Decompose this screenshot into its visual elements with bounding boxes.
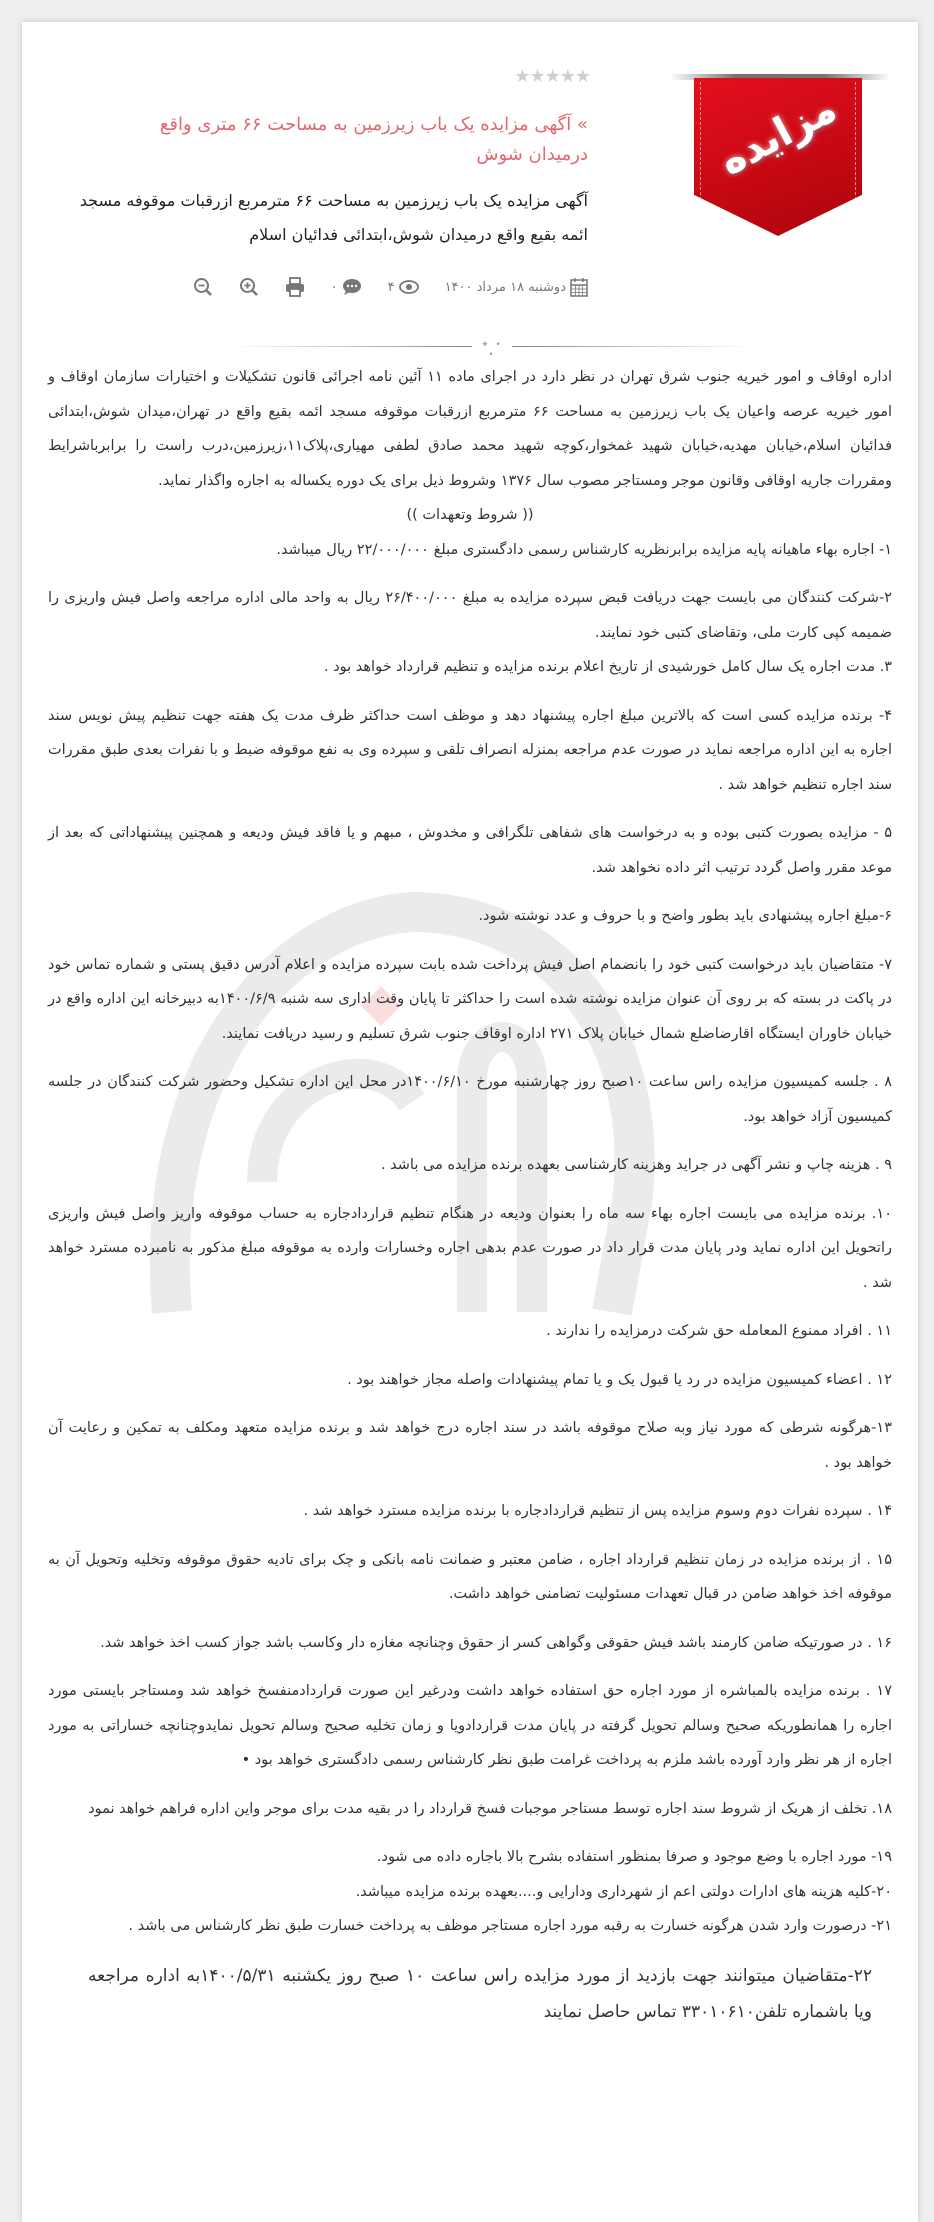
article-body [48, 360, 892, 2044]
meta-date-text: دوشنبه ۱۸ مرداد ۱۴۰۰ [444, 279, 566, 295]
condition-item: ۱۷ . برنده مزایده بالمباشره از مورد اجاره حق استفاده خواهد داشت ودرغیر این صورت قراردادمنفسخ خواهد شد ومستاجر بایستی مورد اجاره را همانطوریکه صحیح وسالم تحویل گرفته در پایان مدت قراردادویا و زمان تخلیه صحیح وسالم تحویل نمایدوچنانچه خساراتی به مورد اجاره از هر نظر وارد آورده باشد ملزم به پرداخت غرامت طبق نظر کارشناس رسمی دادگستری خواهد بود • [48, 1683, 892, 1768]
section-divider [232, 340, 752, 360]
condition-item: ۱۱ . افراد ممنوع المعامله حق شرکت درمزایده را ندارند . [546, 1323, 892, 1339]
badge-label: مزایده [711, 85, 845, 185]
final-visit-notice: ۲۲-متقاضیان میتوانند جهت بازدید از مورد مزایده راس ساعت ۱۰ صبح روز یکشنبه ۱۴۰۰/۵/۳۱به اداره مراجعه ویا باشماره تلفن۳۳۰۱۰۶۱۰ تماس حاصل نمایند [88, 1965, 872, 2022]
zoom-out-icon [193, 277, 213, 297]
condition-item: ۱۸. تخلف از هریک از شروط سند اجاره توسط مستاجر موجبات فسخ قرارداد را در بقیه مدت برای موجر واین اداره فراهم خواهد نمود [88, 1800, 892, 1817]
meta-date [445, 277, 588, 297]
condition-item: ۸ . جلسه کمیسیون مزایده راس ساعت ۱۰صبح روز چهارشنبه مورخ ۱۴۰۰/۶/۱۰در محل این اداره تشکیل وحضور شرکت کنندگان در جلسه کمیسیون آزاد خواهد بود. [48, 1074, 893, 1125]
divider-ornament: • ✦ • [481, 340, 503, 360]
rating-stars[interactable]: ★★★★★ [514, 66, 590, 87]
meta-views [388, 280, 419, 295]
condition-item: ۲۰-کلیه هزینه های ادارات دولتی اعم از شهرداری ودارایی و....بعهده برنده مزایده میباشد. [355, 1883, 892, 1900]
condition-item: ۱۶ . در صورتیکه ضامن کارمند باشد فیش حقوقی وگواهی کسر از حقوق وچنانچه مغازه دار وکاسب باشد جواز کسب اخذ خواهد شد. [100, 1634, 892, 1651]
condition-item: ۱۲ . اعضاء کمیسیون مزایده در رد یا قبول یک و یا تمام پیشنهادات واصله مجاز خواهند بود . [347, 1371, 892, 1388]
views-count: ۴ [387, 279, 395, 295]
condition-item: ۱۵ . از برنده مزایده در زمان تنظیم قرارداد اجاره ، ضامن معتبر و ضمانت نامه بانکی و چک برای تادیه حقوق موقوفه وتخلیه وتحویل آن به موقوفه اخذ خواهد ضامن در قبال تعهدات مسئولیت تضامنی خواهد داشت. [48, 1551, 892, 1602]
divider-line-left [232, 346, 472, 347]
article-card [22, 22, 918, 2222]
condition-item: ۱۹- مورد اجاره با وضع موجود و صرفا بمنظور استفاده بشرح بالا باجاره داده می شود. [376, 1849, 892, 1865]
zoom-in-icon [239, 277, 259, 297]
zoom-out-button[interactable] [193, 277, 213, 297]
condition-item: ۹ . هزینه چاپ و نشر آگهی در جراید وهزینه کارشناسی بعهده برنده مزایده می باشد . [380, 1157, 892, 1173]
eye-icon [399, 280, 419, 294]
calendar-icon [570, 277, 588, 297]
condition-item: ۳. مدت اجاره یک سال کامل خورشیدی از تاریخ اعلام برنده مزایده و تنظیم قرارداد خواهد بود . [323, 659, 892, 675]
article-meta-bar [193, 272, 588, 302]
zoom-in-button[interactable] [239, 277, 259, 297]
condition-item: ۵ - مزایده بصورت کتبی بوده و به درخواست های شفاهی تلگرافی و مخدوش ، مبهم و یا فاقد فیش ودیعه و همچنین پیشنهاداتی که بعد از موعد مقرر واصل گردد ترتیب اثر داده نخواهد شد. [48, 825, 892, 876]
article-title[interactable]: » آگهی مزایده یک باب زیرزمین به مساحت ۶۶ متری واقع درمیدان شوش [159, 114, 588, 165]
condition-item: ۴- برنده مزایده کسی است که بالاترین مبلغ اجاره پیشنهاد دهد و موظف است حداکثر ظرف مدت یک هفته جهت تنظیم پیش نویس سند اجاره به این اداره مراجعه نماید در صورت عدم مراجعه بمنزله انصراف تلقی و سپرده وی به نفع موقوفه ضبط و با نفرات بعدی طبق مقررات سند اجاره تنظیم خواهد شد . [48, 707, 892, 793]
article-lead: آگهی مزایده یک باب زیرزمین به مساحت ۶۶ مترمربع ازرقبات موقوفه مسجد ائمه بقیع واقع درمیدان شوش،ابتدائی فدائیان اسلام [79, 191, 588, 244]
auction-badge-image [670, 74, 870, 254]
meta-comments[interactable] [331, 278, 362, 296]
condition-item: ۱۴ . سپرده نفرات دوم وسوم مزایده پس از تنظیم قراردادجاره با برنده مزایده مسترد خواهد شد . [303, 1503, 892, 1519]
intro-paragraph: اداره اوقاف و امور خیریه جنوب شرق تهران در نظر دارد در اجرای ماده ۱۱ آئین نامه اجرائی قانون تشکیلات و اختیارات سازمان اوقاف و امور خیریه عرصه واعیان یک باب زیرزمین به مساحت ۶۶ مترمربع ازرقبات موقوفه مسجد ائمه بقیع واقع در تهران،میدان شوش،ابتدائی فدائیان اسلام،خیابان مهدیه،خیابان شهید غمخوار،کوچه شهید محمد صادق لطفی مهیاری،پلاک۱۱،زیرزمین،درب راست را برابرباشرایط ومقررات جاریه اوقافی وقانون موجر ومستاجر مصوب سال ۱۳۷۶ وشروط ذیل برای یک دوره یکساله به اجاره واگذار نماید. [48, 369, 893, 489]
condition-item: ۷- متقاضیان باید درخواست کتبی خود را بانضمام اصل فیش پرداخت شده بابت سپرده مزایده و اعلام آدرس دقیق پستی و شماره تماس خود در پاکت در بسته که بر روی آن عنوان مزایده نوشته شده است را حداکثر تا پایان وقت اداری سه شنبه ۱۴۰۰/۶/۹به دبیرخانه این اداره واقع در خیابان خاوران ایستگاه اقارضاضلع شمال خیابان پلاک ۲۷۱ اداره اوقاف جنوب شرق تسلیم و رسید دریافت نمایند. [48, 956, 892, 1042]
comments-count: ۰ [330, 279, 338, 295]
condition-item: ۱- اجاره بهاء ماهیانه پایه مزایده برابرنظریه کارشناس رسمی دادگستری مبلغ ۲۲/۰۰۰/۰۰۰ ریال میباشد. [276, 541, 892, 558]
condition-item: ۲۱- درصورت وارد شدن هرگونه خسارت به رقبه مورد اجاره مستاجر موظف به پرداخت خسارت طبق نظر کارشناس می باشد . [128, 1918, 892, 1934]
conditions-heading: (( شروط وتعهدات )) [406, 507, 534, 523]
print-button[interactable] [285, 277, 305, 297]
condition-item: ۶-مبلغ اجاره پیشنهادی باید بطور واضح و با حروف و عدد نوشته شود. [478, 908, 892, 924]
condition-item: ۱۰. برنده مزایده می بایست اجاره بهاء سه ماه را بعنوان ودیعه در هنگام تنظیم قراردادجاره به حساب موقوفه واریز واصل فیش واریزی راتحویل این اداره نماید ودر پایان مدت قرار داد در صورت عدم بدهی اجاره وخسارات وارده به موقوفه مبلغ مذکور به نامبرده مسترد خواهد شد . [48, 1205, 892, 1291]
comment-icon [342, 278, 362, 296]
condition-item: ۱۳-هرگونه شرطی که مورد نیاز وبه صلاح موقوفه باشد در سند اجاره درج خواهد شد و برنده مزایده متعهد ومکلف به تمکین و رعایت آن خواهد بود . [48, 1420, 892, 1471]
print-icon [285, 277, 305, 297]
condition-item: ۲-شرکت کنندگان می بایست جهت دریافت قبض سپرده مزایده به مبلغ ۲۶/۴۰۰/۰۰۰ ریال به واحد مالی اداره مراجعه واصل فیش واریزی را ضمیمه کپی کارت ملی، وتقاضای کتبی خود نمایند. [48, 590, 892, 641]
divider-line-right [512, 346, 752, 347]
